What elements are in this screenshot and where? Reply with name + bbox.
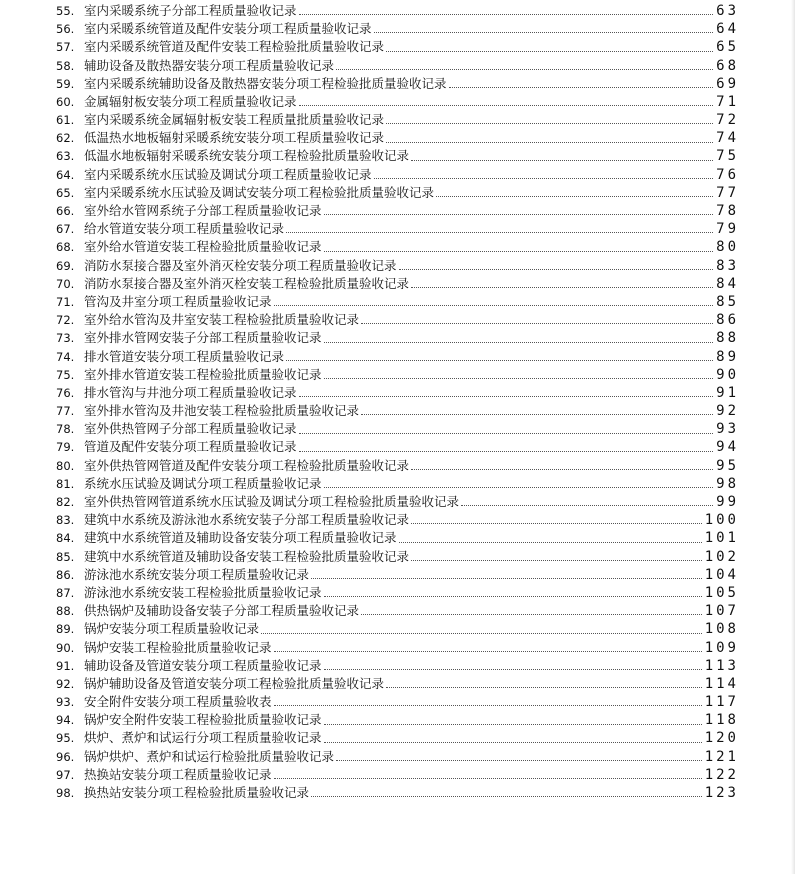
toc-entry-number: 64. [56,167,75,182]
dot-leader [436,195,713,197]
toc-entry [56,184,739,202]
toc-entry-number: 73. [56,331,75,346]
toc-entry-title: 消防水泵接合器及室外消灭栓安装分项工程质量验收记录 [84,257,397,273]
toc-entry-page-number: 99 [716,494,739,511]
toc-entry-title: 安全附件安装分项工程质量验收表 [84,694,272,710]
toc-entry [56,657,739,675]
toc-entry-page-number: 122 [704,766,739,783]
toc-entry-title: 室内采暖系统管道及配件安装分项工程质量验收记录 [84,21,372,37]
toc-entry-number: 94. [56,713,75,728]
dot-leader [361,613,702,615]
toc-entry-page-number: 80 [716,239,739,256]
dot-leader [299,13,714,15]
toc-entry-number: 75. [56,367,75,382]
toc-entry-page-number: 83 [716,257,739,274]
toc-entry-page-number: 95 [716,457,739,474]
toc-entry-title: 锅炉安装工程检验批质量验收记录 [84,639,272,655]
dot-leader [311,795,702,797]
dot-leader [299,104,714,106]
toc-entry-title: 室内采暖系统子分部工程质量验收记录 [84,2,297,18]
toc-entry [56,730,739,748]
toc-entry-number: 63. [56,149,75,164]
dot-leader [274,304,714,306]
toc-entry-page-number: 64 [716,21,739,38]
toc-entry-page-number: 63 [716,2,739,19]
toc-entry [56,675,739,693]
toc-entry-number: 56. [56,22,75,37]
toc-entry-number: 76. [56,385,75,400]
toc-entry-title: 建筑中水系统及游泳池水系统安装子分部工程质量验收记录 [84,512,410,528]
dot-leader [286,359,713,361]
toc-entry [56,602,739,620]
toc-entry-page-number: 93 [716,421,739,438]
dot-leader [274,650,702,652]
toc-entry-title: 给水管道安装分项工程质量验收记录 [84,221,285,237]
toc-entry-number: 95. [56,731,75,746]
toc-entry-page-number: 85 [716,293,739,310]
toc-entry-title: 供热锅炉及辅助设备安装子分部工程质量验收记录 [84,603,360,619]
dot-leader [411,468,713,470]
toc-entry-title: 室外给水管网系统子分部工程质量验收记录 [84,203,322,219]
toc-entry [56,784,739,802]
dot-leader [386,122,713,124]
dot-leader [336,68,713,70]
toc-entry [56,366,739,384]
toc-entry-number: 61. [56,113,75,128]
toc-entry [56,639,739,657]
toc-entry [56,220,739,238]
toc-entry-title: 室外排水管沟及井池安装工程检验批质量验收记录 [84,403,360,419]
toc-entry [56,766,739,784]
toc-entry-page-number: 75 [716,148,739,165]
toc-entry-title: 系统水压试验及调试分项工程质量验收记录 [84,475,322,491]
toc-entry-number: 66. [56,204,75,219]
toc-entry [56,620,739,638]
toc-entry-title: 室外给水管沟及井室安装工程检验批质量验收记录 [84,312,360,328]
toc-entry-page-number: 123 [704,785,739,802]
toc-entry [56,38,739,56]
toc-entry-title: 辅助设备及散热器安装分项工程质量验收记录 [84,57,335,73]
toc-entry-page-number: 89 [716,348,739,365]
toc-entry-page-number: 100 [704,512,739,529]
toc-entry-page-number: 86 [716,312,739,329]
toc-entry [56,129,739,147]
toc-entry-number: 65. [56,185,75,200]
toc-entry-page-number: 118 [704,712,739,729]
toc-entry [56,311,739,329]
dot-leader [324,377,714,379]
dot-leader [274,777,702,779]
toc-entry-page-number: 108 [704,621,739,638]
toc-entry-title: 热换站安装分项工程质量验收记录 [84,766,272,782]
dot-leader [324,341,714,343]
dot-leader [361,413,713,415]
dot-leader [324,723,702,725]
toc-entry [56,275,739,293]
toc-entry-title: 室内采暖系统水压试验及调试安装分项工程检验批质量验收记录 [84,184,435,200]
dot-leader [399,268,714,270]
dot-leader [324,668,702,670]
toc-entry-title: 室外供热管网管道及配件安装分项工程检验批质量验收记录 [84,457,410,473]
toc-entry-number: 91. [56,658,75,673]
toc-entry-number: 92. [56,676,75,691]
toc-entry-title: 锅炉辅助设备及管道安装分项工程检验批质量验收记录 [84,675,385,691]
dot-leader [336,759,702,761]
toc-entry-page-number: 102 [704,548,739,565]
toc-entry [56,2,739,20]
dot-leader [311,577,702,579]
toc-entry-page-number: 77 [716,184,739,201]
toc-entry-number: 86. [56,567,75,582]
toc-entry [56,420,739,438]
toc-entry-title: 辅助设备及管道安装分项工程质量验收记录 [84,657,322,673]
toc-entry-title: 管沟及井室分项工程质量验收记录 [84,293,272,309]
toc-entry-page-number: 88 [716,330,739,347]
toc-entry [56,93,739,111]
toc-entry-number: 83. [56,513,75,528]
toc-entry-number: 80. [56,458,75,473]
toc-entry-title: 室外排水管道安装工程检验批质量验收记录 [84,366,322,382]
toc-entry-number: 93. [56,695,75,710]
toc-entry-number: 70. [56,276,75,291]
toc-entry-title: 低温水地板辐射采暖系统安装分项工程检验批质量验收记录 [84,148,410,164]
toc-entry-number: 68. [56,240,75,255]
dot-leader [261,632,702,634]
dot-leader [324,595,702,597]
toc-entry [56,57,739,75]
toc-entry [56,329,739,347]
toc-entry-title: 管道及配件安装分项工程质量验收记录 [84,439,297,455]
toc-entry-page-number: 84 [716,275,739,292]
dot-leader [386,141,713,143]
dot-leader [374,177,714,179]
toc-entry [56,439,739,457]
dot-leader [324,741,702,743]
toc-entry [56,111,739,129]
toc-entry-page-number: 104 [704,566,739,583]
toc-entry [56,584,739,602]
toc-entry-page-number: 101 [704,530,739,547]
toc-entry-number: 74. [56,349,75,364]
toc-entry-number: 88. [56,604,75,619]
toc-entry [56,148,739,166]
toc-entry-number: 60. [56,94,75,109]
toc-entry [56,548,739,566]
toc-entry-title: 烘炉、煮炉和试运行分项工程质量验收记录 [84,730,322,746]
toc-entry-page-number: 109 [704,639,739,656]
toc-entry-title: 室外排水管网安装子分部工程质量验收记录 [84,330,322,346]
toc-entry-title: 室内采暖系统金属辐射板安装工程质量批质量验收记录 [84,112,385,128]
toc-entry-number: 77. [56,404,75,419]
toc-entry-number: 87. [56,585,75,600]
toc-entry [56,238,739,256]
dot-leader [461,504,713,506]
toc-entry-page-number: 71 [716,93,739,110]
toc-entry-number: 55. [56,3,75,18]
toc-entry [56,475,739,493]
toc-entry-title: 建筑中水系统管道及辅助设备安装分项工程质量验收记录 [84,530,397,546]
toc-entry-page-number: 117 [704,694,739,711]
toc-entry-title: 排水管沟与井池分项工程质量验收记录 [84,384,297,400]
toc-entry-page-number: 98 [716,475,739,492]
toc-entry-title: 室外给水管道安装工程检验批质量验收记录 [84,239,322,255]
dot-leader [299,395,714,397]
toc-entry-page-number: 78 [716,203,739,220]
toc-entry-number: 72. [56,313,75,328]
toc-entry-number: 59. [56,76,75,91]
toc-entry-number: 82. [56,495,75,510]
dot-leader [299,432,714,434]
toc-entry-title: 建筑中水系统管道及辅助设备安装工程检验批质量验收记录 [84,548,410,564]
dot-leader [386,686,702,688]
page-edge-shadow [791,0,795,874]
toc-entry-page-number: 68 [716,57,739,74]
toc-entry-title: 室内采暖系统辅助设备及散热器安装分项工程检验批质量验收记录 [84,75,447,91]
toc-entry [56,711,739,729]
toc-entry-title: 锅炉烘炉、煮炉和试运行检验批质量验收记录 [84,748,335,764]
toc-entry-number: 71. [56,294,75,309]
dot-leader [286,231,713,233]
toc-entry-number: 78. [56,422,75,437]
toc-entry-title: 换热站安装分项工程检验批质量验收记录 [84,785,310,801]
toc-entry [56,457,739,475]
dot-leader [361,322,713,324]
toc-entry [56,493,739,511]
toc-entry-title: 室内采暖系统水压试验及调试分项工程质量验收记录 [84,166,372,182]
toc-entry-page-number: 121 [704,748,739,765]
toc-entry-number: 79. [56,440,75,455]
toc-entry-title: 锅炉安装分项工程质量验收记录 [84,621,260,637]
toc-entry-page-number: 76 [716,166,739,183]
toc-entry-page-number: 92 [716,403,739,420]
dot-leader [386,50,713,52]
toc-entry-page-number: 74 [716,130,739,147]
toc-entry [56,384,739,402]
toc-entry-number: 67. [56,222,75,237]
toc-entry [56,202,739,220]
dot-leader [449,86,714,88]
toc-entry-page-number: 90 [716,366,739,383]
toc-entry [56,20,739,38]
toc-entry-title: 室外供热管网管道系统水压试验及调试分项工程检验批质量验收记录 [84,494,460,510]
toc-entry [56,402,739,420]
toc-entry-number: 69. [56,258,75,273]
dot-leader [324,213,714,215]
toc-entry-number: 97. [56,767,75,782]
toc-entry-number: 57. [56,40,75,55]
dot-leader [299,450,714,452]
toc-entry [56,748,739,766]
toc-entry [56,166,739,184]
dot-leader [374,31,714,33]
toc-entry-page-number: 120 [704,730,739,747]
toc-entry [56,693,739,711]
toc-entry-title: 排水管道安装分项工程质量验收记录 [84,348,285,364]
toc-entry-number: 96. [56,749,75,764]
toc-entry [56,566,739,584]
toc-entry [56,75,739,93]
dot-leader [324,250,714,252]
toc-entry [56,511,739,529]
toc-entry-page-number: 65 [716,39,739,56]
toc-entry-title: 金属辐射板安装分项工程质量验收记录 [84,93,297,109]
toc-entry-number: 90. [56,640,75,655]
toc-entry-title: 消防水泵接合器及室外消灭栓安装工程检验批质量验收记录 [84,275,410,291]
toc-entry-title: 锅炉安全附件安装工程检验批质量验收记录 [84,712,322,728]
toc-entry-title: 室内采暖系统管道及配件安装工程检验批质量验收记录 [84,39,385,55]
toc-entry-page-number: 72 [716,112,739,129]
toc-entry-title: 低温热水地板辐射采暖系统安装分项工程质量验收记录 [84,130,385,146]
toc-entry [56,529,739,547]
toc-entry-page-number: 105 [704,584,739,601]
toc-entry-number: 98. [56,786,75,801]
toc-entry-title: 游泳池水系统安装工程检验批质量验收记录 [84,584,322,600]
dot-leader [411,522,702,524]
dot-leader [274,704,702,706]
dot-leader [324,486,714,488]
dot-leader [399,541,702,543]
toc-entry-title: 室外供热管网子分部工程质量验收记录 [84,421,297,437]
table-of-contents [56,2,739,802]
toc-entry-number: 85. [56,549,75,564]
toc-entry-number: 89. [56,622,75,637]
toc-entry-title: 游泳池水系统安装分项工程质量验收记录 [84,566,310,582]
toc-entry-page-number: 79 [716,221,739,238]
toc-entry-page-number: 91 [716,384,739,401]
dot-leader [411,559,702,561]
toc-entry-page-number: 107 [704,603,739,620]
toc-entry-page-number: 94 [716,439,739,456]
toc-entry-number: 62. [56,131,75,146]
toc-entry-page-number: 113 [704,657,739,674]
dot-leader [411,286,713,288]
toc-entry [56,257,739,275]
dot-leader [411,159,713,161]
toc-entry [56,348,739,366]
toc-entry-number: 84. [56,531,75,546]
toc-entry-number: 58. [56,58,75,73]
toc-entry [56,293,739,311]
toc-entry-number: 81. [56,476,75,491]
toc-entry-page-number: 69 [716,75,739,92]
toc-entry-page-number: 114 [704,675,739,692]
